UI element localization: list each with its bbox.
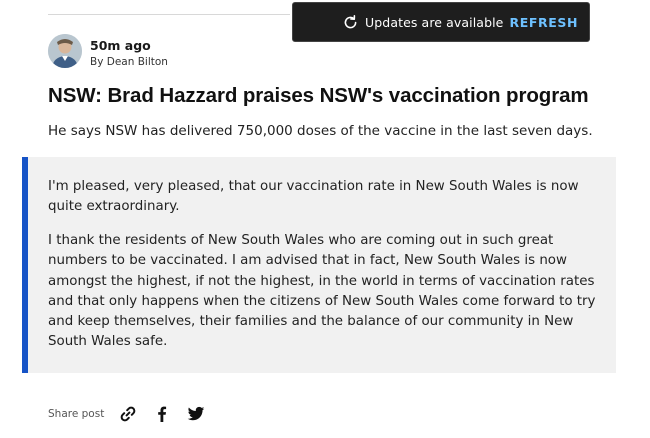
quote-accent-bar [22, 157, 28, 373]
refresh-button[interactable]: REFRESH [509, 14, 578, 30]
divider [48, 14, 290, 15]
refresh-icon [342, 14, 359, 31]
facebook-icon[interactable] [153, 405, 171, 423]
updates-toast [292, 2, 590, 42]
quote-paragraph: I'm pleased, very pleased, that our vaccination rate in New South Wales is now quite extraordinary. [48, 179, 579, 215]
post-author: By Dean Bilton [90, 56, 168, 68]
quote-paragraph: I thank the residents of New South Wales who are coming out in such great numbers to be vaccinated. I am advised that in fact, New South Wales is now amongst the highest, if not the highest, in the world in terms of vaccination rates and that only happens when the citizens of New South Wales come forward to try and keep themselves, their families and the balance of our community in New South Wales safe. [48, 233, 596, 350]
twitter-icon[interactable] [187, 405, 205, 423]
toast-message: Updates are available [365, 14, 504, 30]
link-icon[interactable] [119, 405, 137, 423]
post-timestamp: 50m ago [90, 38, 151, 53]
post-headline: NSW: Brad Hazzard praises NSW's vaccination program [48, 84, 589, 107]
blockquote [22, 157, 616, 373]
post-summary: He says NSW has delivered 750,000 doses of the vaccine in the last seven days. [48, 123, 593, 139]
share-label: Share post [48, 408, 105, 420]
author-avatar [48, 34, 82, 68]
